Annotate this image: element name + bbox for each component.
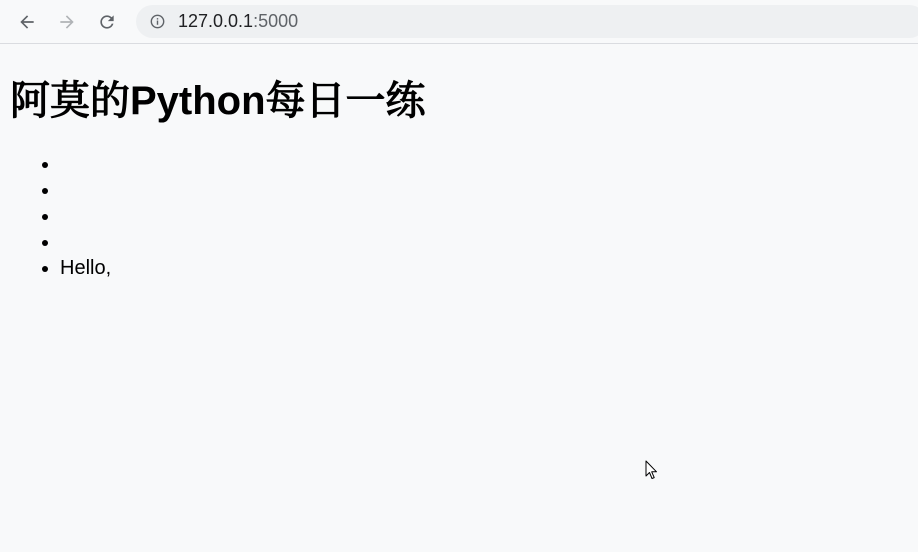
list-item [60, 229, 111, 255]
back-arrow-icon [17, 12, 37, 32]
forward-arrow-icon [57, 12, 77, 32]
list-item [60, 203, 111, 229]
forward-button[interactable] [51, 6, 83, 38]
list-item [60, 151, 111, 177]
list-item: • Hello, [60, 255, 111, 281]
page-content [0, 45, 918, 552]
browser-toolbar [0, 0, 918, 44]
reload-icon [97, 12, 117, 32]
info-icon[interactable] [150, 14, 165, 29]
list-item [60, 177, 111, 203]
url-host: 127.0.0.1 [178, 11, 254, 31]
reload-button[interactable] [91, 6, 123, 38]
page-title: 阿莫的Python每日一练 [10, 79, 426, 123]
back-button[interactable] [11, 6, 43, 38]
mouse-cursor-icon [645, 460, 658, 480]
item-list [0, 151, 111, 281]
url-text[interactable] [178, 11, 298, 31]
address-bar[interactable] [136, 5, 918, 38]
url-port: :5000 [253, 11, 299, 31]
